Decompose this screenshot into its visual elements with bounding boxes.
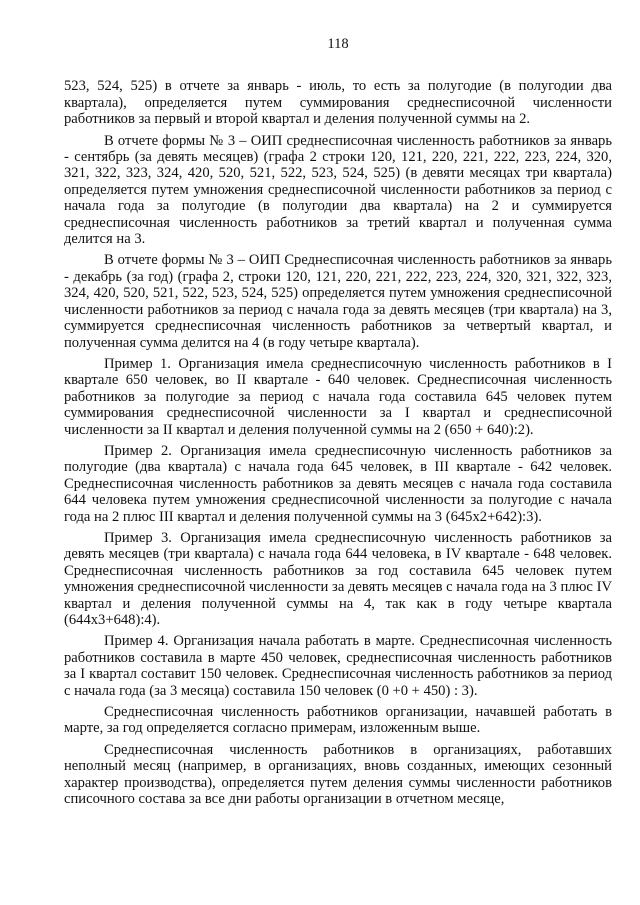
- paragraph-continuation: 523, 524, 525) в отчете за январь - июль, то есть за полугодие (в полугодии два квартала), определяется путем суммирования среднесписочной численности работников за первый и второй квартал и деления полученной суммы на 2.: [64, 78, 612, 128]
- page-number: 118: [327, 36, 349, 52]
- paragraph-example-4: Пример 4. Организация начала работать в марте. Среднесписочная численность работников составила в марте 450 человек, среднесписочная численность работников за I квартал составит 150 человек. Среднесписочная численность работников за период с начала года (за 3 месяца) составила 150 человек (0 +0 + 450) : 3).: [64, 633, 612, 699]
- paragraph-example-3: Пример 3. Организация имела среднесписочную численность работников за девять месяцев (три квартала) с начала года 644 человека, в IV квартале - 648 человек. Среднесписочная численность работников за год составила 645 человек путем умножения среднесписочной численности за девять месяцев с начала года на 3 плюс IV квартал и деления полученной суммы на 4, так как в году четыре квартала (644x3+648):4).: [64, 529, 612, 628]
- paragraph-example-2: Пример 2. Организация имела среднесписочную численность работников за полугодие (два квартала) с начала года 645 человек, в III квартале - 642 человек. Среднесписочная численность работников за девять месяцев с начала года составила 644 человека путем умножения среднесписочной численности за полугодие с начала года на 2 плюс III квартал и деления полученной суммы на 3 (645x2+642):3).: [64, 442, 612, 525]
- paragraph-full-year: В отчете формы № 3 – ОИП Среднесписочная численность работников за январь - декабрь (за год) (графа 2, строки 120, 121, 220, 221, 222, 223, 224, 320, 321, 322, 323, 324, 420, 520, 521, 522, 523, 524, 525) определяется путем умножения среднесписочной численности работников за период с начала года за девять месяцев (три квартала) на 3, суммируется среднесписочная численность работников за четвертый квартал, и полученная сумма делится на 4 (в году четыре квартала).: [64, 252, 612, 351]
- paragraph-partial-month: Среднесписочная численность работников в организациях, работавших неполный месяц (например, в организациях, вновь созданных, имеющих сезонный характер производства), определяется путем деления суммы численности работников списочного состава за все дни работы организации в отчетном месяце,: [64, 741, 612, 808]
- paragraph-march-start: Среднесписочная численность работников организации, начавшей работать в марте, за год определяется согласно примерам, изложенным выше.: [64, 704, 612, 737]
- paragraph-nine-months: В отчете формы № 3 – ОИП среднесписочная численность работников за январь - сентябрь (за девять месяцев) (графа 2 строки 120, 121, 220, 221, 222, 223, 224, 320, 321, 322, 323, 324, 420, 520, 521, 522, 523, 524, 525) (в девяти месяцах три квартала) определяется путем умножения среднесписочной численности работников за период с начала года за полугодие (в полугодии два квартала) на 2 и суммируется среднесписочная численность работников за третий квартал и полученная сумма делится на 3.: [64, 132, 612, 248]
- paragraph-example-1: Пример 1. Организация имела среднесписочную численность работников в I квартале 650 человек, во II квартале - 640 человек. Среднесписочная численность работников за полугодие за период с начала года составила 645 человек путем суммирования среднесписочной численности за I квартал и среднесписочной численности за II квартал и деления полученной суммы на 2 (650 + 640):2).: [64, 355, 612, 438]
